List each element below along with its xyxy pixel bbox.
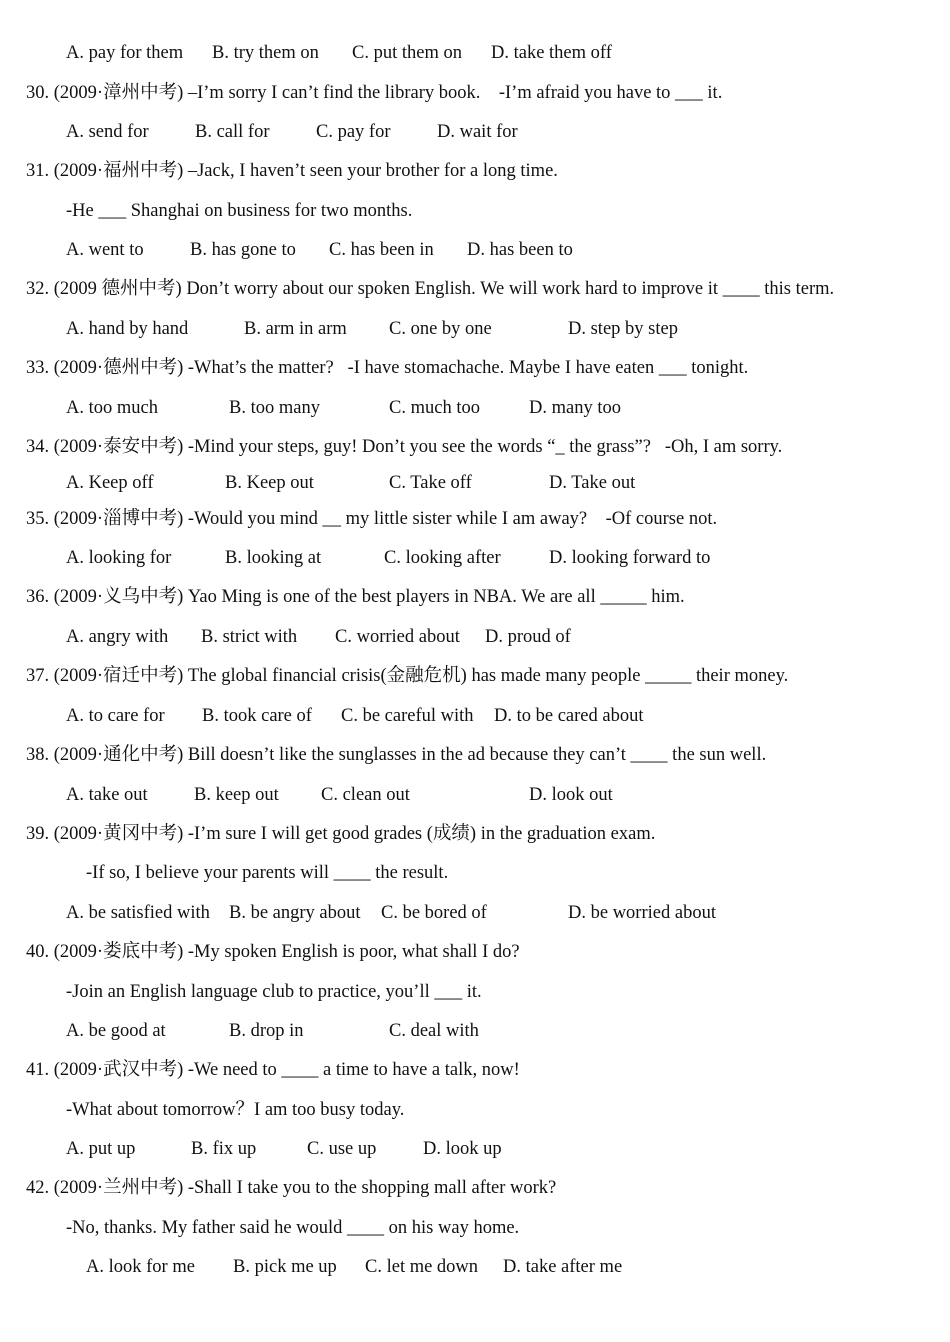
question-stem: 37. (2009·宿迁中考) The global financial crisis(金融危机) has made many people _____ their money. xyxy=(26,666,789,686)
answer-option: B. keep out xyxy=(194,785,279,805)
answer-option: B. Keep out xyxy=(225,473,314,493)
answer-option: C. be careful with xyxy=(341,706,474,726)
answer-option: C. let me down xyxy=(365,1257,479,1277)
answer-option: A. hand by hand xyxy=(66,319,189,339)
answer-option: C. pay for xyxy=(316,122,391,142)
answer-option: C. worried about xyxy=(335,627,460,647)
answer-option: C. put them on xyxy=(352,43,462,63)
answer-option: B. fix up xyxy=(191,1139,257,1159)
dialogue-line: -If so, I believe your parents will ____ the result. xyxy=(86,863,449,883)
answer-option: D. look out xyxy=(529,785,613,805)
answer-option: A. send for xyxy=(66,122,149,142)
answer-option: B. call for xyxy=(195,122,270,142)
answer-option: C. has been in xyxy=(329,240,434,260)
answer-option: A. too much xyxy=(66,398,158,418)
answer-option: A. to care for xyxy=(66,706,165,726)
answer-option: C. Take off xyxy=(389,473,472,493)
answer-option: D. be worried about xyxy=(568,903,716,923)
answer-option: A. look for me xyxy=(86,1257,195,1277)
answer-option: B. strict with xyxy=(201,627,298,647)
answer-option: B. too many xyxy=(229,398,320,418)
answer-option: C. clean out xyxy=(321,785,410,805)
answer-option: A. Keep off xyxy=(66,473,154,493)
dialogue-line: -Join an English language club to practice, you’ll ___ it. xyxy=(66,982,482,1002)
answer-option: C. much too xyxy=(389,398,480,418)
answer-option: A. angry with xyxy=(66,627,169,647)
answer-option: D. take after me xyxy=(503,1257,623,1277)
answer-option: C. be bored of xyxy=(381,903,487,923)
answer-option: D. look up xyxy=(423,1139,502,1159)
question-stem: 31. (2009·福州中考) –Jack, I haven’t seen your brother for a long time. xyxy=(26,161,558,181)
dialogue-line: -What about tomorrow？I am too busy today. xyxy=(66,1100,405,1120)
answer-option: A. be good at xyxy=(66,1021,166,1041)
dialogue-line: -He ___ Shanghai on business for two months. xyxy=(66,201,413,221)
question-stem: 38. (2009·通化中考) Bill doesn’t like the sunglasses in the ad because they can’t ____ the sun well. xyxy=(26,745,767,765)
dialogue-line: -No, thanks. My father said he would ____ on his way home. xyxy=(66,1218,520,1238)
answer-option: B. be angry about xyxy=(229,903,361,923)
answer-option: D. Take out xyxy=(549,473,636,493)
answer-option: D. looking forward to xyxy=(549,548,711,568)
question-stem: 36. (2009·义乌中考) Yao Ming is one of the best players in NBA. We are all _____ him. xyxy=(26,587,685,607)
question-stem: 39. (2009·黄冈中考) -I’m sure I will get good grades (成绩) in the graduation exam. xyxy=(26,824,656,844)
answer-option: D. many too xyxy=(529,398,621,418)
answer-option: B. took care of xyxy=(202,706,312,726)
question-stem: 30. (2009·漳州中考) –I’m sorry I can’t find the library book. -I’m afraid you have to ___ it. xyxy=(26,83,723,103)
answer-option: A. looking for xyxy=(66,548,172,568)
question-stem: 41. (2009·武汉中考) -We need to ____ a time to have a talk, now! xyxy=(26,1060,520,1080)
question-stem: 33. (2009·德州中考) -What’s the matter? -I have stomachache. Maybe I have eaten ___ tonight. xyxy=(26,358,749,378)
answer-option: D. proud of xyxy=(485,627,571,647)
answer-option: B. arm in arm xyxy=(244,319,347,339)
answer-option: A. pay for them xyxy=(66,43,184,63)
answer-option: D. step by step xyxy=(568,319,678,339)
answer-option: A. take out xyxy=(66,785,148,805)
question-stem: 42. (2009·兰州中考) -Shall I take you to the shopping mall after work? xyxy=(26,1178,557,1198)
question-stem: 35. (2009·淄博中考) -Would you mind __ my little sister while I am away? -Of course not. xyxy=(26,509,718,529)
answer-option: B. drop in xyxy=(229,1021,304,1041)
answer-option: A. put up xyxy=(66,1139,136,1159)
question-stem: 40. (2009·娄底中考) -My spoken English is poor, what shall I do? xyxy=(26,942,520,962)
answer-option: A. went to xyxy=(66,240,144,260)
answer-option: D. to be cared about xyxy=(494,706,644,726)
answer-option: C. use up xyxy=(307,1139,377,1159)
answer-option: B. has gone to xyxy=(190,240,296,260)
answer-option: B. looking at xyxy=(225,548,322,568)
answer-option: B. try them on xyxy=(212,43,319,63)
question-stem: 32. (2009 德州中考) Don’t worry about our spoken English. We will work hard to improve it ____ this term. xyxy=(26,279,835,299)
question-stem: 34. (2009·泰安中考) -Mind your steps, guy! Don’t you see the words “_ the grass”? -Oh, I am sorry. xyxy=(26,437,783,457)
answer-option: A. be satisfied with xyxy=(66,903,210,923)
answer-option: D. has been to xyxy=(467,240,573,260)
answer-option: C. one by one xyxy=(389,319,492,339)
answer-option: D. take them off xyxy=(491,43,612,63)
answer-option: C. looking after xyxy=(384,548,501,568)
answer-option: D. wait for xyxy=(437,122,518,142)
answer-option: C. deal with xyxy=(389,1021,479,1041)
answer-option: B. pick me up xyxy=(233,1257,337,1277)
